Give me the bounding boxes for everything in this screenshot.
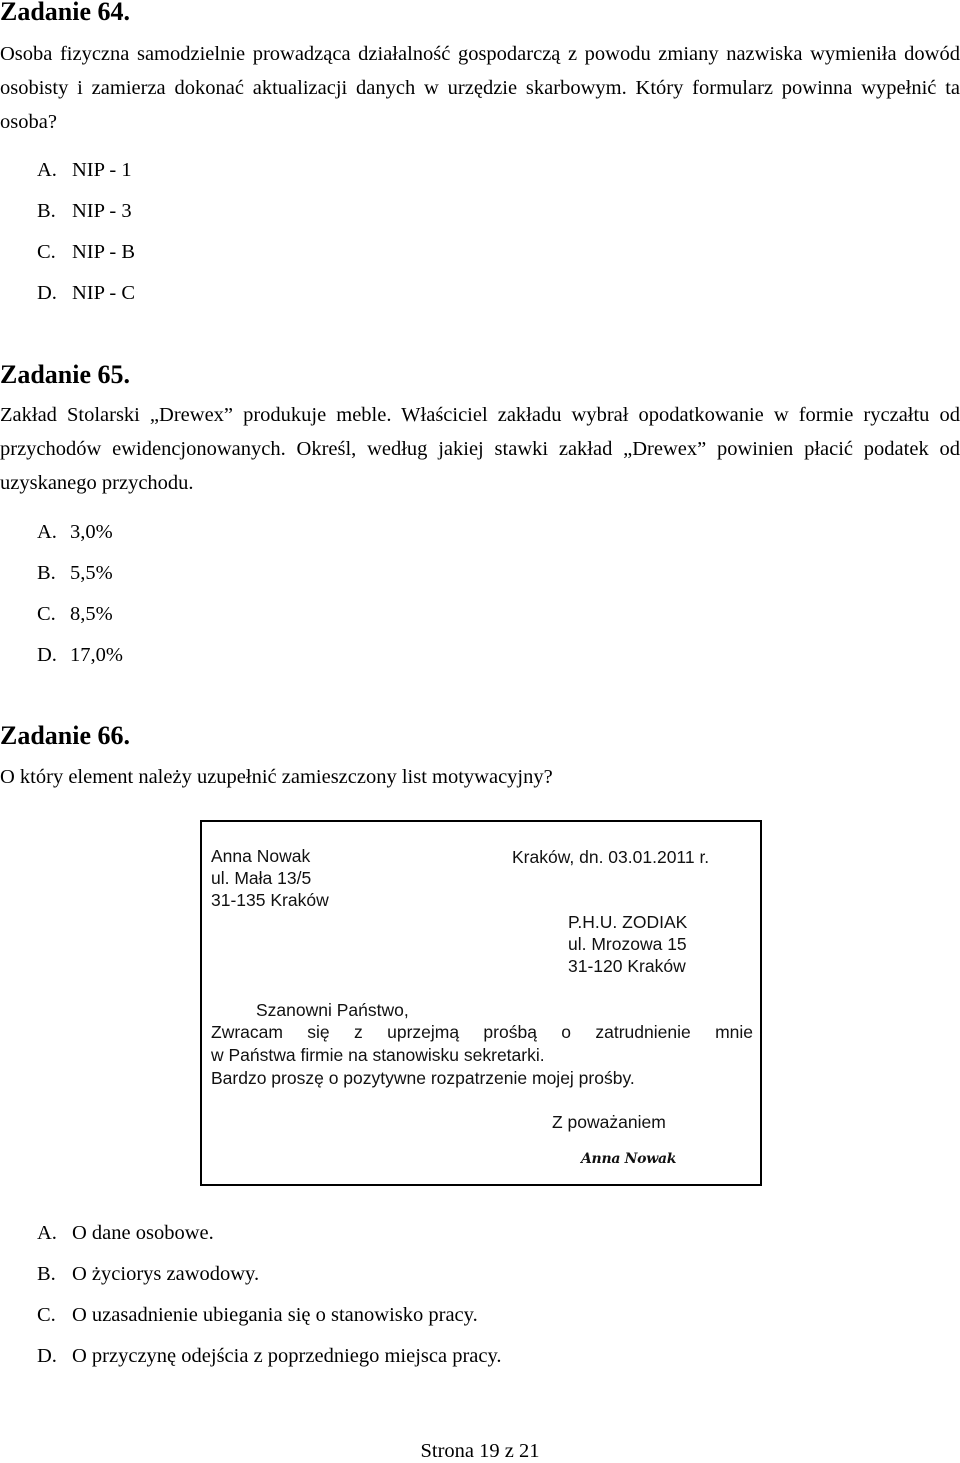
task-64-option-a[interactable]: A. NIP - 1 — [37, 159, 132, 181]
task-66-option-d[interactable]: D. O przyczynę odejścia z poprzedniego miejsca pracy. — [37, 1345, 502, 1367]
signature: Anna Nowak — [581, 1151, 677, 1167]
page-number: Strona 19 z 21 — [420, 1440, 540, 1462]
task-66-option-a[interactable]: A. O dane osobowe. — [37, 1222, 214, 1244]
greeting: Szanowni Państwo, — [256, 1000, 409, 1020]
task-64-question: Osoba fizyczna samodzielnie prowadząca działalność gospodarczą z powodu zmiany nazwiska wymieniła dowód osobisty i zamierza dokonać aktualizacji danych w urzędzie skarbowym. Który formularz powinna wypełnić ta osoba? — [0, 43, 960, 133]
task-65-title: Zadanie 65. — [0, 360, 131, 389]
task-64-title: Zadanie 64. — [0, 0, 131, 26]
place-date: Kraków, dn. 03.01.2011 r. — [512, 847, 710, 867]
letter-body-line-1: Zwracam się z uprzejmą prośbą o zatrudnienie mnie — [211, 1022, 753, 1042]
task-64-option-c[interactable]: C. NIP - B — [37, 241, 136, 263]
task-64-option-d[interactable]: D. NIP - C — [37, 282, 136, 304]
task-65-option-a[interactable]: A. 3,0% — [37, 521, 113, 543]
task-65-option-b[interactable]: B. 5,5% — [37, 562, 113, 584]
recipient-street: ul. Mrozowa 15 — [568, 934, 687, 954]
task-65-option-c[interactable]: C. 8,5% — [37, 603, 113, 625]
task-65-question: Zakład Stolarski „Drewex” produkuje meble. Właściciel zakładu wybrał opodatkowanie w formie ryczałtu od przychodów ewidencjonowanych. Określ, według jakiej stawki zakład „Drewex” powinien płacić podatek od uzyskanego przychodu. — [0, 404, 960, 494]
recipient-city: 31-120 Kraków — [568, 956, 686, 976]
motivation-letter — [200, 820, 762, 1186]
task-66-question: O który element należy uzupełnić zamieszczony list motywacyjny? — [0, 766, 553, 788]
sender-street: ul. Mała 13/5 — [211, 868, 312, 888]
sender-name: Anna Nowak — [211, 846, 311, 866]
task-64-option-b[interactable]: B. NIP - 3 — [37, 200, 132, 222]
task-66-option-c[interactable]: C. O uzasadnienie ubiegania się o stanowisko pracy. — [37, 1304, 478, 1326]
letter-body-line-3: Bardzo proszę o pozytywne rozpatrzenie mojej prośby. — [211, 1068, 635, 1088]
closing: Z poważaniem — [552, 1112, 666, 1132]
task-66-title: Zadanie 66. — [0, 721, 131, 750]
recipient-name: P.H.U. ZODIAK — [568, 912, 688, 932]
task-65-option-d[interactable]: D. 17,0% — [37, 644, 123, 666]
task-66-option-b[interactable]: B. O życiorys zawodowy. — [37, 1263, 260, 1285]
sender-city: 31-135 Kraków — [211, 890, 329, 910]
letter-body-line-2: w Państwa firmie na stanowisku sekretarki. — [211, 1045, 545, 1065]
